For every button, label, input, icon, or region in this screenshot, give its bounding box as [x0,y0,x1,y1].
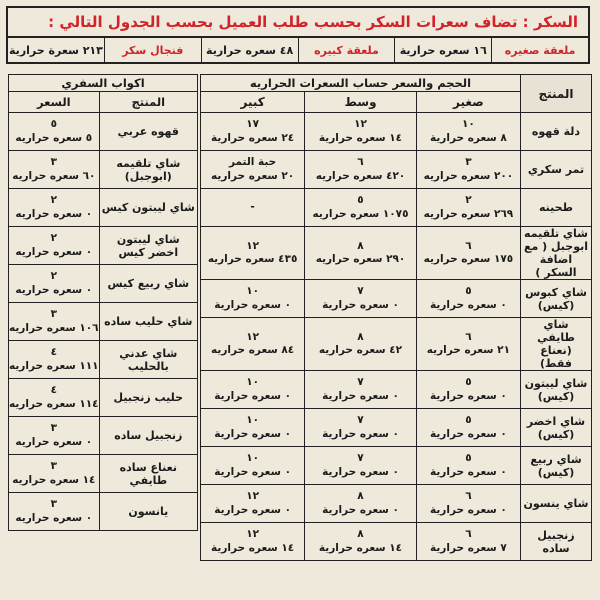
product-name: شاي كبوس (كيس) [521,280,592,318]
table-row [9,303,198,341]
calorie-value: ٠ سعره حرارية [430,427,507,440]
cup-product-name: يانسون [99,493,197,531]
table-row [9,379,198,417]
table-row [201,409,592,447]
large-size-cell [201,409,305,447]
table-row [9,455,198,493]
table-row [201,485,592,523]
cup-product-name: شاي ليبتون اخضر كيس [99,227,197,265]
calorie-value: ٢٤ سعره حرارية [211,131,295,144]
price-value: ٧ [357,452,364,465]
medium-size-cell [305,523,417,561]
price-value: ٥ [465,414,472,427]
cup-price-cell [9,227,100,265]
cup-price-cell [9,303,100,341]
small-size-cell [416,371,520,409]
calorie-value: ١٤ سعره حرارية [318,131,403,144]
large-size-cell [201,280,305,318]
price-value: ٢ [50,270,57,283]
product-name: شاي تلقيمه ابوجبل ( مع اضافة السكر ) [521,227,592,280]
calorie-value: ١١١ سعره حراريه [9,359,99,372]
medium-size-cell [305,371,417,409]
product-name: زنجبيل ساده [521,523,592,561]
price-value: ٣ [50,308,57,321]
cup-product-name: شاي ليبتون كيس [99,189,197,227]
product-name: تمر سكري [521,151,592,189]
small-size-cell [416,113,520,151]
product-name: شاي طايفي (نعناع فقط) [521,318,592,371]
calorie-value: ٠ سعره حرارية [430,298,507,311]
cup-price-cell [9,341,100,379]
table-row [9,189,198,227]
large-size-cell [201,485,305,523]
calorie-value: ٨ سعره حرارية [430,131,507,144]
price-value: ٣ [50,156,57,169]
price-value: ١٠ [461,118,475,131]
medium-size-cell [305,485,417,523]
calorie-value: ٢١ سعره حراريه [426,344,510,356]
size-price-group-header: الحجم والسعر حساب السعرات الحراريه [201,75,521,92]
calorie-value: ٤٢٠ سعره حراريه [315,169,406,182]
price-value: ٨ [357,528,364,541]
price-value: ٧ [357,414,364,427]
price-value: ٥ [357,194,364,207]
sugar-measure-label: ملعقة كبيره [298,38,395,62]
sugar-calorie-value: ١٦ سعره حرارية [394,38,491,62]
small-size-cell [416,189,520,227]
calorie-table [200,74,592,561]
cup-price-cell [9,265,100,303]
calorie-value: ٠ سعره حرارية [322,298,399,311]
price-value: ٤ [50,346,57,359]
small-size-cell [416,227,520,280]
price-value: ٢ [50,232,57,245]
calorie-value: ٠ سعره حرارية [214,503,291,516]
calorie-value: ٠ سعره حراريه [15,283,93,296]
calorie-value: ١٠٧٥ سعره حراريه [312,207,409,220]
sugar-header [6,6,590,38]
calorie-value: ١٤ سعره حراريه [12,473,96,486]
table-row [9,265,198,303]
table-row [9,341,198,379]
table-row [9,113,198,151]
small-size-cell [416,409,520,447]
large-size-cell [201,151,305,189]
calorie-value: ٥ سعره حراريه [15,131,93,144]
product-name: طحينه [521,189,592,227]
large-size-cell [201,318,305,371]
cup-product-name: شاي عدني بالحليب [99,341,197,379]
calorie-value: ٠ سعره حرارية [430,465,507,478]
sugar-measure-label: فنجال سكر [104,38,201,62]
calorie-value: ١٤ سعره حرارية [318,541,403,554]
travel-cups-title: اكواب السفري [9,75,198,92]
medium-size-cell [305,227,417,280]
sugar-calorie-value: ٢١٣ سعرة حرارية [9,43,103,57]
price-value: ١٢ [354,118,367,131]
price-value: ٦ [357,156,364,169]
price-value: ١٢ [246,239,260,252]
price-value: ٥ [50,118,57,131]
calorie-value: ٢٩٠ سعره حراريه [315,253,406,265]
calorie-value: ٠ سعره حراريه [15,511,93,524]
cup-price-cell [9,189,100,227]
large-size-cell [201,523,305,561]
cup-price-cell [9,151,100,189]
price-value: ٣ [50,422,57,435]
travel-cups-table [8,74,198,531]
calorie-value: ١١٤ سعره حراريه [9,397,99,410]
price-value: ٦ [465,490,472,503]
calorie-value: ٠ سعره حرارية [214,465,291,478]
size-medium-header: وسط [305,92,417,113]
calorie-value: ٠ سعره حرارية [214,427,291,440]
product-name: شاي ليبتون (كيس) [521,371,592,409]
medium-size-cell [305,280,417,318]
small-size-cell [416,280,520,318]
size-small-header: صغير [416,92,520,113]
table-row [201,189,592,227]
table-row [201,523,592,561]
price-value: ٦ [465,528,472,541]
product-column-header: المنتج [521,75,592,113]
cups-product-header: المنتج [99,92,197,113]
table-row [201,318,592,371]
calorie-value: ٠ سعره حرارية [430,389,507,402]
calorie-value: ٢٦٩ سعره حراريه [423,207,514,220]
calorie-value: ٢٠ سعره حراريه [211,169,295,182]
price-value: ٢ [465,194,472,207]
cup-product-name: قهوه عربي [99,113,197,151]
cup-price-cell [9,113,100,151]
product-name: شاي ربيع (كيس) [521,447,592,485]
calorie-value: ٠ سعره حرارية [430,503,507,516]
calorie-value: ٤٣٥ سعره حراريه [207,253,298,265]
sugar-calorie-value: ٤٨ سعره حرارية [201,38,298,62]
large-size-cell [201,227,305,280]
price-value: ١٠ [246,414,260,427]
large-size-cell [201,371,305,409]
table-row [9,493,198,531]
price-value: ٨ [357,330,364,343]
price-value: ١٠ [246,285,260,298]
cup-price-cell [9,417,100,455]
large-size-cell [201,447,305,485]
price-value: ٥ [465,452,472,465]
table-row [201,447,592,485]
cup-price-cell [9,455,100,493]
calorie-value: ٠ سعره حراريه [15,245,93,258]
calorie-value: ٧ سعره حرارية [430,541,507,554]
calorie-value: ٨٤ سعره حراريه [211,344,295,356]
sugar-measure-label: ملعقة صغيره [491,38,588,62]
price-value: ١٠ [246,376,260,389]
small-size-cell [416,447,520,485]
price-value: ٣ [465,156,472,169]
header-title: السكر : تضاف سعرات السكر بحسب طلب العميل بحسب الجدول التالي : [48,13,578,31]
calorie-value: ٠ سعره حراريه [15,435,93,448]
small-size-cell [416,485,520,523]
price-value: ٨ [357,490,364,503]
calorie-value: ٠ سعره حرارية [214,389,291,402]
price-value: ٧ [357,376,364,389]
large-size-cell [201,113,305,151]
medium-size-cell [305,113,417,151]
table-row [9,227,198,265]
cup-product-name: زنجبيل ساده [99,417,197,455]
size-large-header: كبير [201,92,305,113]
cup-product-name: شاي تلقيمه (ابوجبل) [99,151,197,189]
price-value: ٥ [465,285,472,298]
cup-product-name: حليب زنجبيل [99,379,197,417]
small-size-cell [416,151,520,189]
table-row [201,151,592,189]
calorie-value: ١٤ سعره حرارية [211,541,295,554]
price-value: حبة التمر [228,156,277,169]
price-value: ١٢ [246,490,260,503]
calorie-value: ١٧٥ سعره حراريه [423,253,514,265]
product-name: شاي ينسون [521,485,592,523]
cup-price-cell [9,379,100,417]
price-value: ١٧ [246,118,260,131]
cup-product-name: شاي حليب ساده [99,303,197,341]
table-row [9,151,198,189]
price-value: ٦ [465,239,472,252]
large-size-cell [201,189,305,227]
cup-price-cell [9,493,100,531]
cup-product-name: نعناع ساده طايفي [99,455,197,493]
medium-size-cell [305,151,417,189]
calorie-value: ٠ سعره حرارية [322,503,399,516]
table-row [9,417,198,455]
price-value: ١٠ [246,452,260,465]
price-value: ٦ [465,330,472,343]
table-row [201,227,592,280]
medium-size-cell [305,318,417,371]
price-value: - [250,200,255,213]
small-size-cell [416,523,520,561]
price-value: ١٢ [246,528,260,541]
calorie-value: ٠ سعره حرارية [322,389,399,402]
calorie-value: ٤٢ سعره حراريه [318,344,403,356]
calorie-value: ٠ سعره حراريه [15,207,93,220]
small-size-cell [416,318,520,371]
calorie-value: ٢٠٠ سعره حراريه [423,169,514,182]
price-value: ٣ [50,460,57,473]
medium-size-cell [305,447,417,485]
medium-size-cell [305,409,417,447]
price-value: ١٢ [246,330,260,343]
calorie-value: ٠ سعره حرارية [214,298,291,311]
product-name: شاي اخضر (كيس) [521,409,592,447]
calorie-value: ٠ سعره حرارية [322,427,399,440]
calorie-value: ١٠٦ سعره حراريه [9,321,99,334]
medium-size-cell [305,189,417,227]
sugar-calorie-row [6,38,590,64]
table-row [201,371,592,409]
price-value: ٣ [50,498,57,511]
table-row [201,113,592,151]
product-name: دلة قهوه [521,113,592,151]
price-value: ٢ [50,194,57,207]
table-row [201,280,592,318]
calorie-value: ٦٠ سعره حراريه [12,169,96,182]
price-value: ٧ [357,285,364,298]
price-value: ٤ [50,384,57,397]
cups-price-header: السعر [9,92,100,113]
price-value: ٥ [465,376,472,389]
cup-product-name: شاي ربيع كيس [99,265,197,303]
price-value: ٨ [357,239,364,252]
calorie-value: ٠ سعره حرارية [322,465,399,478]
